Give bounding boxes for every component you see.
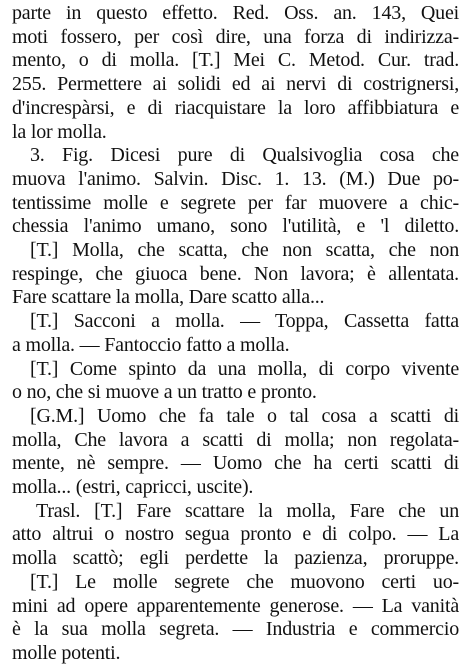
text-line: la lor molla.	[12, 120, 107, 143]
text-line: o no, che si muove a un tratto e pronto.	[12, 381, 317, 404]
text-line: mento, o di molla. [T.] Mei C. Metod. Cur. trad.	[12, 49, 459, 72]
text-line: mente, nè sempre. — Uomo che ha certi scatti di	[12, 452, 459, 475]
text-line: [T.] Le molle segrete che muovono certi uo-	[30, 570, 459, 593]
text-line: d'increspàrsi, e di riacquistare la loro affibbiatura e	[12, 96, 459, 119]
text-line: moti fossero, per così dire, una forza di indirizza-	[12, 25, 459, 48]
text-line: è la sua molla segreta. — Industria e commercio	[12, 618, 459, 641]
text-line: molle potenti.	[12, 641, 121, 664]
text-line: [T.] Molla, che scatta, che non scatta, che non	[30, 239, 459, 262]
text-line: atto altrui o nostro segua pronto e di colpo. — La	[12, 523, 459, 546]
text-line: [T.] Come spinto da una molla, di corpo vivente	[30, 357, 459, 380]
text-line: molla scattò; egli perdette la pazienza, proruppe.	[12, 547, 459, 570]
text-line: Fare scattare la molla, Dare scatto alla...	[12, 286, 325, 309]
text-line: muova l'animo. Salvin. Disc. 1. 13. (M.) Due po-	[12, 167, 459, 190]
text-line: [G.M.] Uomo che fa tale o tal cosa a scatti di	[30, 404, 459, 427]
text-line: molla, Che lavora a scatti di molla; non regolata-	[12, 428, 459, 451]
text-line: a molla. — Fantoccio fatto a molla.	[12, 333, 290, 356]
text-line: Trasl. [T.] Fare scattare la molla, Fare che un	[36, 499, 459, 522]
text-line: mini ad opere apparentemente generose. — La vanità	[12, 594, 459, 617]
text-line: [T.] Sacconi a molla. — Toppa, Cassetta fatta	[30, 310, 459, 333]
text-line: parte in questo effetto. Red. Oss. an. 143, Quei	[12, 2, 459, 24]
text-line: molla... (estri, capricci, uscite).	[12, 476, 254, 499]
section-heading-line: 3. Fig. Dicesi pure di Qualsivoglia cosa che	[30, 144, 459, 167]
text-line: 255. Permettere ai solidi ed ai nervi di costrignersi,	[12, 73, 459, 96]
text-line: tentissime molle e segrete per far muovere a chic-	[12, 191, 459, 214]
text-line: chessia l'animo umano, sono l'utilità, e 'l diletto.	[12, 215, 459, 238]
text-line: respinge, che giuoca bene. Non lavora; è allentata.	[12, 262, 459, 285]
